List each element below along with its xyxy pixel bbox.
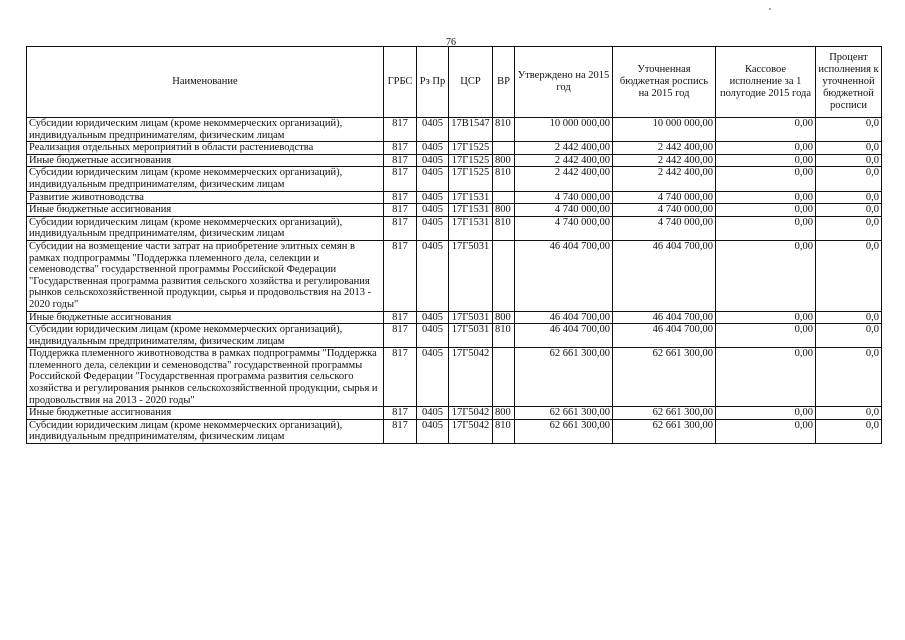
table-row (27, 191, 882, 204)
cell-grbs: 817 (384, 142, 417, 155)
header-name: Наименование (27, 47, 384, 118)
cell-grbs: 817 (384, 240, 417, 311)
cell-revised: 4 740 000,00 (613, 204, 716, 217)
cell-vr: 810 (493, 419, 515, 443)
cell-percent: 0,0 (816, 311, 882, 324)
cell-vr: 800 (493, 311, 515, 324)
table-row (27, 240, 882, 311)
header-grbs: ГРБС (384, 47, 417, 118)
cell-percent: 0,0 (816, 142, 882, 155)
cell-csr: 17Г1531 (449, 191, 493, 204)
cell-percent: 0,0 (816, 118, 882, 142)
cell-approved: 4 740 000,00 (515, 216, 613, 240)
cell-csr: 17Г5031 (449, 240, 493, 311)
cell-revised: 46 404 700,00 (613, 311, 716, 324)
cell-approved: 46 404 700,00 (515, 324, 613, 348)
table-body (27, 118, 882, 444)
cell-csr: 17Г5042 (449, 348, 493, 407)
budget-table (26, 46, 882, 444)
header-percent: Процент исполнения к уточненной бюджетной росписи (816, 47, 882, 118)
cell-rzpr: 0405 (417, 167, 449, 191)
cell-approved: 10 000 000,00 (515, 118, 613, 142)
cell-revised: 4 740 000,00 (613, 191, 716, 204)
cell-revised: 46 404 700,00 (613, 240, 716, 311)
scan-speck (769, 8, 771, 10)
cell-approved: 62 661 300,00 (515, 348, 613, 407)
cell-percent: 0,0 (816, 419, 882, 443)
cell-percent: 0,0 (816, 154, 882, 167)
cell-grbs: 817 (384, 348, 417, 407)
cell-cash: 0,00 (716, 407, 816, 420)
cell-cash: 0,00 (716, 142, 816, 155)
table-row (27, 348, 882, 407)
cell-cash: 0,00 (716, 419, 816, 443)
cell-grbs: 817 (384, 204, 417, 217)
cell-grbs: 817 (384, 191, 417, 204)
cell-revised: 46 404 700,00 (613, 324, 716, 348)
cell-rzpr: 0405 (417, 216, 449, 240)
cell-vr: 810 (493, 167, 515, 191)
cell-name: Субсидии юридическим лицам (кроме некоммерческих организаций), индивидуальным предпринимателям, физическим лицам (27, 216, 384, 240)
cell-revised: 62 661 300,00 (613, 419, 716, 443)
table-row (27, 311, 882, 324)
cell-rzpr: 0405 (417, 154, 449, 167)
table-row (27, 407, 882, 420)
cell-rzpr: 0405 (417, 118, 449, 142)
table-row (27, 118, 882, 142)
cell-vr: 810 (493, 324, 515, 348)
cell-name: Субсидии юридическим лицам (кроме некоммерческих организаций), индивидуальным предпринимателям, физическим лицам (27, 324, 384, 348)
cell-approved: 2 442 400,00 (515, 154, 613, 167)
cell-csr: 17Г5042 (449, 407, 493, 420)
cell-csr: 17Г5031 (449, 311, 493, 324)
cell-csr: 17Г1525 (449, 142, 493, 155)
header-csr: ЦСР (449, 47, 493, 118)
cell-grbs: 817 (384, 407, 417, 420)
cell-rzpr: 0405 (417, 240, 449, 311)
cell-percent: 0,0 (816, 407, 882, 420)
cell-percent: 0,0 (816, 167, 882, 191)
cell-name: Иные бюджетные ассигнования (27, 154, 384, 167)
cell-revised: 4 740 000,00 (613, 216, 716, 240)
cell-cash: 0,00 (716, 348, 816, 407)
cell-revised: 2 442 400,00 (613, 167, 716, 191)
header-revised: Уточненная бюджетная роспись на 2015 год (613, 47, 716, 118)
cell-rzpr: 0405 (417, 142, 449, 155)
cell-rzpr: 0405 (417, 348, 449, 407)
cell-approved: 2 442 400,00 (515, 167, 613, 191)
table-row (27, 216, 882, 240)
cell-csr: 17Г1525 (449, 154, 493, 167)
cell-cash: 0,00 (716, 216, 816, 240)
cell-cash: 0,00 (716, 191, 816, 204)
table-row (27, 142, 882, 155)
cell-grbs: 817 (384, 167, 417, 191)
table-row (27, 167, 882, 191)
cell-vr (493, 191, 515, 204)
cell-cash: 0,00 (716, 118, 816, 142)
cell-vr (493, 142, 515, 155)
cell-rzpr: 0405 (417, 407, 449, 420)
cell-percent: 0,0 (816, 191, 882, 204)
cell-approved: 46 404 700,00 (515, 311, 613, 324)
cell-grbs: 817 (384, 311, 417, 324)
cell-vr: 800 (493, 154, 515, 167)
cell-csr: 17Г1525 (449, 167, 493, 191)
cell-percent: 0,0 (816, 324, 882, 348)
cell-percent: 0,0 (816, 348, 882, 407)
cell-grbs: 817 (384, 118, 417, 142)
cell-name: Реализация отдельных мероприятий в области растениеводства (27, 142, 384, 155)
cell-percent: 0,0 (816, 240, 882, 311)
cell-cash: 0,00 (716, 240, 816, 311)
cell-csr: 17Г5042 (449, 419, 493, 443)
cell-csr: 17Г5031 (449, 324, 493, 348)
cell-name: Развитие животноводства (27, 191, 384, 204)
cell-approved: 46 404 700,00 (515, 240, 613, 311)
cell-name: Субсидии юридическим лицам (кроме некоммерческих организаций), индивидуальным предпринимателям, физическим лицам (27, 419, 384, 443)
cell-revised: 10 000 000,00 (613, 118, 716, 142)
cell-name: Иные бюджетные ассигнования (27, 311, 384, 324)
cell-name: Поддержка племенного животноводства в рамках подпрограммы "Поддержка племенного дела, селекции и семеноводства" государственной программы Российской Федерации "Государственная программа развития сельского хозяйства и регулирования рынков сельскохозяйственной продукции, сырья и продовольствия на 2013 - 2020 годы" (27, 348, 384, 407)
cell-csr: 17Г1531 (449, 204, 493, 217)
table-row (27, 419, 882, 443)
cell-approved: 4 740 000,00 (515, 191, 613, 204)
cell-vr: 800 (493, 204, 515, 217)
header-approved: Утверждено на 2015 год (515, 47, 613, 118)
cell-vr: 810 (493, 216, 515, 240)
cell-approved: 4 740 000,00 (515, 204, 613, 217)
cell-cash: 0,00 (716, 311, 816, 324)
header-rzpr: Рз Пр (417, 47, 449, 118)
table-row (27, 324, 882, 348)
cell-revised: 62 661 300,00 (613, 407, 716, 420)
cell-grbs: 817 (384, 324, 417, 348)
cell-csr: 17В1547 (449, 118, 493, 142)
header-vr: ВР (493, 47, 515, 118)
header-row (27, 47, 882, 118)
table-row (27, 204, 882, 217)
cell-percent: 0,0 (816, 204, 882, 217)
cell-csr: 17Г1531 (449, 216, 493, 240)
cell-name: Субсидии юридическим лицам (кроме некоммерческих организаций), индивидуальным предпринимателям, физическим лицам (27, 118, 384, 142)
cell-vr (493, 240, 515, 311)
cell-cash: 0,00 (716, 154, 816, 167)
cell-grbs: 817 (384, 216, 417, 240)
cell-rzpr: 0405 (417, 324, 449, 348)
page-number: 76 (446, 37, 456, 48)
cell-grbs: 817 (384, 419, 417, 443)
cell-approved: 62 661 300,00 (515, 419, 613, 443)
cell-rzpr: 0405 (417, 204, 449, 217)
cell-revised: 2 442 400,00 (613, 142, 716, 155)
cell-revised: 2 442 400,00 (613, 154, 716, 167)
cell-revised: 62 661 300,00 (613, 348, 716, 407)
cell-grbs: 817 (384, 154, 417, 167)
cell-name: Субсидии юридическим лицам (кроме некоммерческих организаций), индивидуальным предпринимателям, физическим лицам (27, 167, 384, 191)
cell-percent: 0,0 (816, 216, 882, 240)
cell-name: Субсидии на возмещение части затрат на приобретение элитных семян в рамках подпрограммы "Поддержка племенного дела, селекции и семеноводства" государственной программы Российской Федерации "Государственная программа развития сельского хозяйства и регулирования рынков сельскохозяйственной продукции, сырья и продовольствия на 2013 - 2020 годы" (27, 240, 384, 311)
cell-vr (493, 348, 515, 407)
table-row (27, 154, 882, 167)
cell-name: Иные бюджетные ассигнования (27, 407, 384, 420)
cell-rzpr: 0405 (417, 419, 449, 443)
cell-approved: 62 661 300,00 (515, 407, 613, 420)
cell-rzpr: 0405 (417, 311, 449, 324)
cell-vr: 810 (493, 118, 515, 142)
cell-rzpr: 0405 (417, 191, 449, 204)
cell-name: Иные бюджетные ассигнования (27, 204, 384, 217)
cell-cash: 0,00 (716, 167, 816, 191)
cell-cash: 0,00 (716, 324, 816, 348)
cell-vr: 800 (493, 407, 515, 420)
cell-approved: 2 442 400,00 (515, 142, 613, 155)
cell-cash: 0,00 (716, 204, 816, 217)
header-cash: Кассовое исполнение за 1 полугодие 2015 года (716, 47, 816, 118)
